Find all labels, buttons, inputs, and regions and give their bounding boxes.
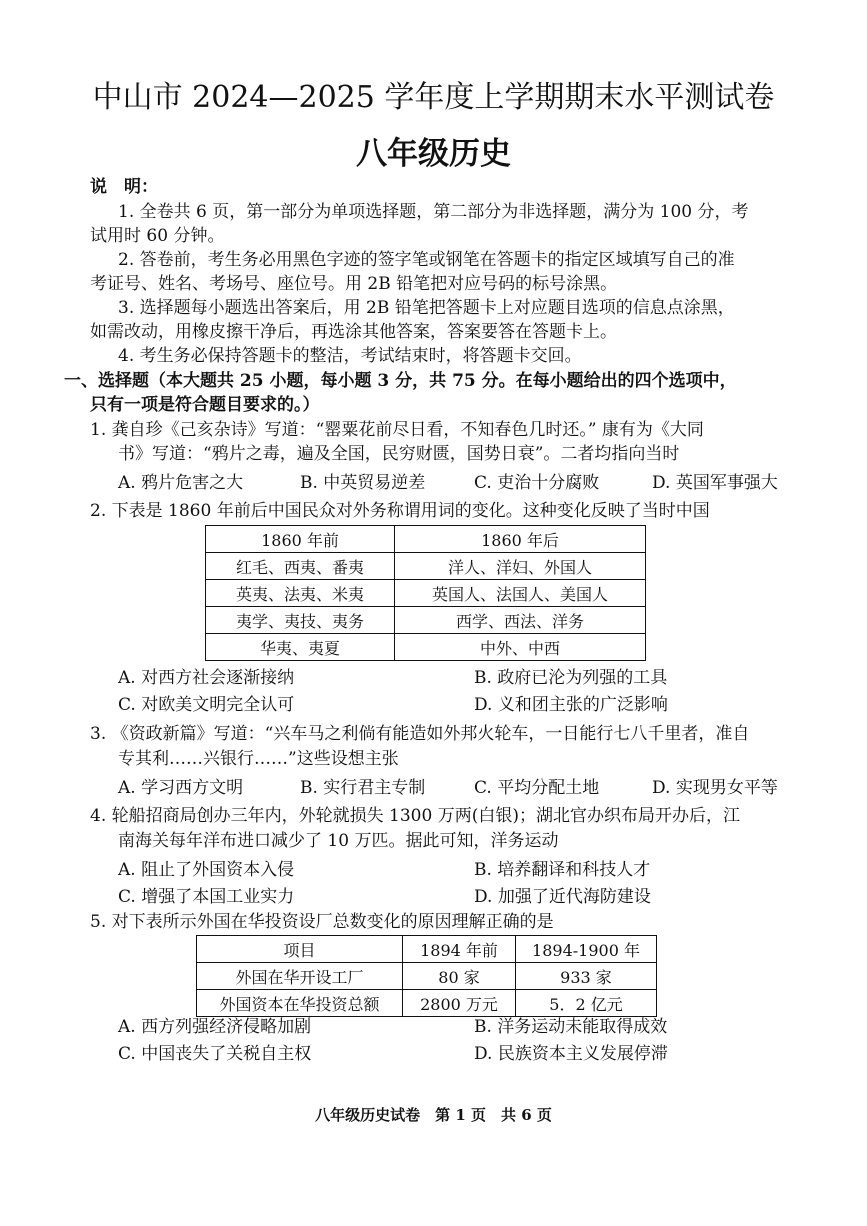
table-header-cell: 1860 年后 [395, 526, 646, 553]
table-cell: 933 家 [516, 963, 657, 990]
instruction-line: 4. 考生务必保持答题卡的整洁，考试结束时，将答题卡交回。 [118, 346, 582, 366]
table-row [206, 607, 646, 634]
q4-option-c: C. 增强了本国工业实力 [118, 887, 295, 907]
question-5-table [196, 935, 657, 1017]
q3-option-a: A. 学习西方文明 [118, 778, 244, 798]
q5-option-c: C. 中国丧失了关税自主权 [118, 1044, 312, 1064]
table-header-cell: 1860 年前 [206, 526, 395, 553]
instruction-line: 考证号、姓名、考场号、座位号。用 2B 铅笔把对应号码的标号涂黑。 [90, 274, 618, 294]
q1-option-c: C. 吏治十分腐败 [474, 473, 600, 493]
question-2-stem: 2. 下表是 1860 年前后中国民众对外务称谓用词的变化。这种变化反映了当时中国 [90, 501, 710, 521]
instruction-line: 2. 答卷前，考生务必用黑色字迹的签字笔或钢笔在答题卡的指定区域填写自己的准 [118, 250, 735, 270]
table-cell: 夷学、夷技、夷务 [206, 607, 395, 634]
table-cell: 5．2 亿元 [516, 990, 657, 1017]
page-footer: 八年级历史试卷 第 1 页 共 6 页 [315, 1106, 552, 1124]
instruction-line: 1. 全卷共 6 页，第一部分为单项选择题，第二部分为非选择题，满分为 100 分，考 [118, 202, 749, 222]
q3-option-d: D. 实现男女平等 [652, 778, 778, 798]
q1-option-a: A. 鸦片危害之大 [118, 473, 244, 493]
table-cell: 红毛、西夷、番夷 [206, 553, 395, 580]
table-cell: 外国资本在华投资总额 [197, 990, 403, 1017]
question-4-stem-cont: 南海关每年洋布进口减少了 10 万匹。据此可知，洋务运动 [118, 831, 559, 851]
table-header-cell: 1894-1900 年 [516, 936, 657, 963]
q4-option-d: D. 加强了近代海防建设 [474, 887, 651, 907]
question-5-stem: 5. 对下表所示外国在华投资设厂总数变化的原因理解正确的是 [90, 912, 554, 932]
q4-option-b: B. 培养翻译和科技人才 [474, 860, 651, 880]
table-row [197, 963, 657, 990]
q5-option-a: A. 西方列强经济侵略加剧 [118, 1017, 312, 1037]
instruction-line: 如需改动，用橡皮擦干净后，再选涂其他答案，答案要答在答题卡上。 [90, 322, 617, 342]
table-cell: 中外、中西 [395, 634, 646, 661]
q2-option-c: C. 对欧美文明完全认可 [118, 695, 295, 715]
table-cell: 华夷、夷夏 [206, 634, 395, 661]
question-2-table [205, 525, 646, 661]
section-heading-cont: 只有一项是符合题目要求的。） [90, 395, 320, 415]
table-cell: 外国在华开设工厂 [197, 963, 403, 990]
q3-option-b: B. 实行君主专制 [300, 778, 426, 798]
instruction-line: 试用时 60 分钟。 [90, 226, 225, 246]
table-header-cell: 1894 年前 [403, 936, 516, 963]
table-cell: 80 家 [403, 963, 516, 990]
q2-option-b: B. 政府已沦为列强的工具 [474, 668, 668, 688]
table-cell: 英国人、法国人、美国人 [395, 580, 646, 607]
table-cell: 洋人、洋妇、外国人 [395, 553, 646, 580]
instruction-line: 3. 选择题每小题选出答案后，用 2B 铅笔把答题卡上对应题目选项的信息点涂黑， [118, 298, 735, 318]
section-heading: 一、选择题（本大题共 25 小题，每小题 3 分，共 75 分。在每小题给出的四个选项中， [64, 371, 737, 391]
q1-option-d: D. 英国军事强大 [652, 473, 778, 493]
q1-option-b: B. 中英贸易逆差 [300, 473, 426, 493]
question-1-stem-cont: 书》写道：“鸦片之毒，遍及全国，民穷财匮，国势日衰”。二者均指向当时 [118, 444, 680, 464]
table-cell: 2800 万元 [403, 990, 516, 1017]
q2-option-a: A. 对西方社会逐渐接纳 [118, 668, 295, 688]
exam-title: 中山市 2024—2025 学年度上学期期末水平测试卷 [92, 80, 775, 115]
table-header-cell: 项目 [197, 936, 403, 963]
table-cell: 英夷、法夷、米夷 [206, 580, 395, 607]
exam-subject: 八年级历史 [356, 136, 511, 172]
q2-option-d: D. 义和团主张的广泛影响 [474, 695, 668, 715]
q5-option-d: D. 民族资本主义发展停滞 [474, 1044, 668, 1064]
table-row [206, 580, 646, 607]
q3-option-c: C. 平均分配土地 [474, 778, 600, 798]
q5-option-b: B. 洋务运动未能取得成效 [474, 1017, 668, 1037]
question-4-stem: 4. 轮船招商局创办三年内，外轮就损失 1300 万两(白银)；湖北官办织布局开办后，江 [90, 806, 740, 826]
table-cell: 西学、西法、洋务 [395, 607, 646, 634]
instructions-heading: 说 明： [90, 177, 158, 197]
table-row [206, 553, 646, 580]
question-3-stem-cont: 专其利……兴银行……”这些设想主张 [118, 749, 399, 769]
table-row [206, 634, 646, 661]
table-row [197, 990, 657, 1017]
q4-option-a: A. 阻止了外国资本入侵 [118, 860, 295, 880]
question-3-stem: 3. 《资政新篇》写道：“兴车马之利倘有能造如外邦火轮车，一日能行七八千里者，准自 [90, 724, 750, 744]
question-1-stem: 1. 龚自珍《己亥杂诗》写道：“罂粟花前尽日看，不知春色几时还。” 康有为《大同 [90, 420, 704, 440]
